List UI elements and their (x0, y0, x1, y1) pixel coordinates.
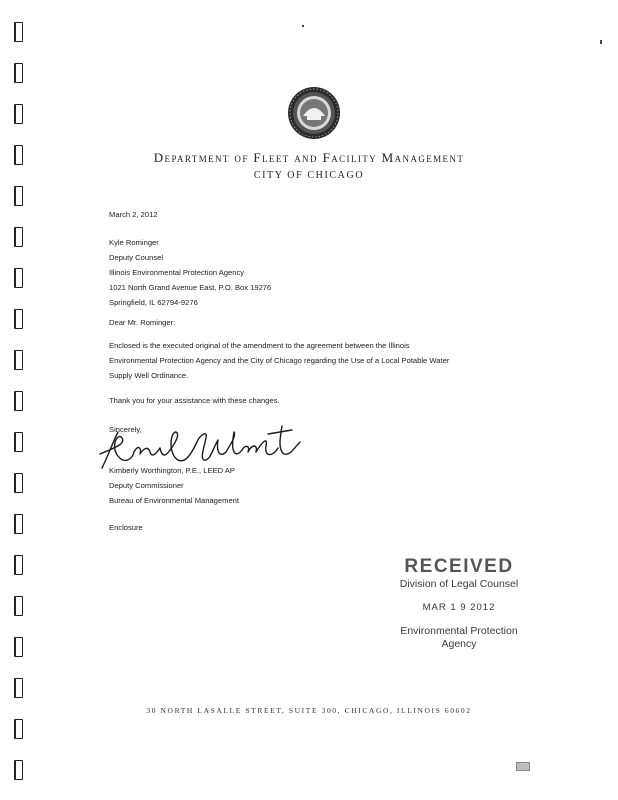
binder-hole (14, 391, 23, 411)
signer-name: Kimberly Worthington, P.E., LEED AP (109, 466, 235, 475)
body-line: Environmental Protection Agency and the City of Chicago regarding the Use of a Local Potable Water (109, 356, 450, 365)
body-line: Supply Well Ordinance. (109, 371, 189, 380)
corner-mark (516, 762, 530, 771)
received-stamp-agency (394, 625, 524, 651)
received-stamp-division: Division of Legal Counsel (399, 578, 519, 590)
received-stamp (394, 556, 524, 651)
department-title: Department of Fleet and Facility Management (153, 150, 465, 165)
city-name: CITY OF CHICAGO (253, 170, 365, 181)
body-line: Enclosed is the executed original of the amendment to the agreement between the Illinois (109, 341, 410, 350)
binder-hole (14, 760, 23, 780)
received-stamp-agency-line2: Agency (441, 638, 477, 650)
signature-block (109, 463, 239, 508)
body-paragraph (109, 338, 529, 383)
received-stamp-agency-line1: Environmental Protection (400, 625, 518, 637)
scan-speck (600, 40, 602, 44)
recipient-name: Kyle Rominger (109, 238, 159, 247)
received-stamp-title: RECEIVED (404, 556, 514, 577)
city-seal-icon (287, 86, 341, 140)
recipient-address-line2: Springfield, IL 62794-9276 (109, 298, 198, 307)
scan-speck (302, 25, 304, 27)
letter-date: March 2, 2012 (109, 210, 158, 219)
binder-hole (14, 22, 23, 42)
enclosure-note: Enclosure (109, 523, 143, 532)
binder-hole (14, 432, 23, 452)
binder-hole (14, 63, 23, 83)
recipient-title: Deputy Counsel (109, 253, 164, 262)
signer-title: Deputy Commissioner (109, 481, 184, 490)
binder-hole (14, 350, 23, 370)
binder-hole (14, 309, 23, 329)
binder-hole (14, 637, 23, 657)
received-stamp-date: MAR 1 9 2012 (422, 602, 496, 613)
closing: Sincerely, (109, 425, 142, 434)
binder-hole (14, 555, 23, 575)
recipient-address-line1: 1021 North Grand Avenue East, P.O. Box 19276 (109, 283, 272, 292)
recipient-address (109, 235, 271, 310)
binder-hole (14, 227, 23, 247)
signer-bureau: Bureau of Environmental Management (109, 496, 240, 505)
binder-hole (14, 719, 23, 739)
binder-hole (14, 268, 23, 288)
binder-hole (14, 473, 23, 493)
binder-hole (14, 514, 23, 534)
thanks-line: Thank you for your assistance with these changes. (109, 396, 280, 405)
footer-address: 30 NORTH LASALLE STREET, SUITE 300, CHICAGO, ILLINOIS 60602 (146, 706, 472, 715)
salutation: Dear Mr. Rominger: (109, 318, 176, 327)
binder-hole (14, 104, 23, 124)
binder-hole (14, 186, 23, 206)
binder-hole (14, 678, 23, 698)
binder-hole (14, 596, 23, 616)
recipient-organization: Illinois Environmental Protection Agency (109, 268, 245, 277)
